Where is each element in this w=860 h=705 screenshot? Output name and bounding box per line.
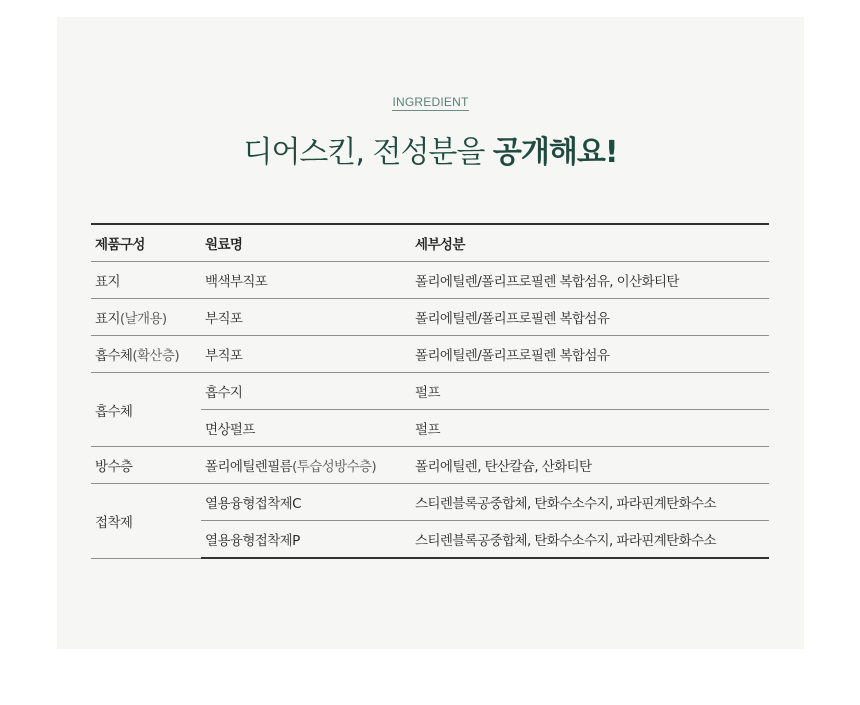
component-cell [91,262,201,299]
component-note: (확산층) [132,348,179,364]
detail-cell: 스티렌블록공중합체, 탄화수소수지, 파라핀계탄화수소 [411,484,769,521]
material-cell: 부직포 [201,299,411,336]
table-row [91,336,769,373]
material-cell [201,447,411,484]
material-cell: 열용융형접착제C [201,484,411,521]
detail-cell: 스티렌블록공중합체, 탄화수소수지, 파라핀계탄화수소 [411,521,769,559]
detail-cell: 폴리에틸렌/폴리프로필렌 복합섬유 [411,299,769,336]
detail-cell: 펄프 [411,373,769,410]
table-header-row [91,224,769,262]
eyebrow-label: INGREDIENT [392,95,469,109]
component-name: 흡수체 [95,348,133,364]
page-title [57,133,804,173]
component-name: 표지 [95,311,120,327]
title-plain: 디어스킨, 전성분을 [243,135,493,170]
detail-cell: 폴리에틸렌/폴리프로필렌 복합섬유, 이산화티탄 [411,262,769,299]
table-row [91,484,769,521]
material-cell: 열용융형접착제P [201,521,411,559]
component-name: 표지 [95,274,120,290]
material-name: 폴리에틸렌필름 [205,459,293,475]
table-row [91,447,769,484]
component-cell [91,484,201,559]
component-cell [91,336,201,373]
detail-cell: 펄프 [411,410,769,447]
detail-cell: 폴리에틸렌, 탄산칼슘, 산화티탄 [411,447,769,484]
table-row [91,262,769,299]
component-cell [91,299,201,336]
component-cell [91,373,201,447]
ingredient-panel [57,17,804,649]
table-row [91,373,769,410]
section-eyebrow [57,95,804,111]
component-name: 접착제 [95,514,133,531]
header-material: 원료명 [201,224,411,262]
table-row [91,299,769,336]
header-component: 제품구성 [91,224,201,262]
material-note: (투습성방수층) [292,459,377,475]
detail-cell: 폴리에틸렌/폴리프로필렌 복합섬유 [411,336,769,373]
component-name: 방수층 [95,459,133,475]
material-cell: 면상펄프 [201,410,411,447]
component-note: (날개용) [119,311,167,327]
material-cell: 흡수지 [201,373,411,410]
component-name: 흡수체 [95,403,133,420]
header-detail: 세부성분 [411,224,769,262]
material-cell: 부직포 [201,336,411,373]
title-bold: 공개해요! [492,135,618,170]
material-cell: 백색부직포 [201,262,411,299]
component-cell [91,447,201,484]
ingredient-table [91,223,769,559]
